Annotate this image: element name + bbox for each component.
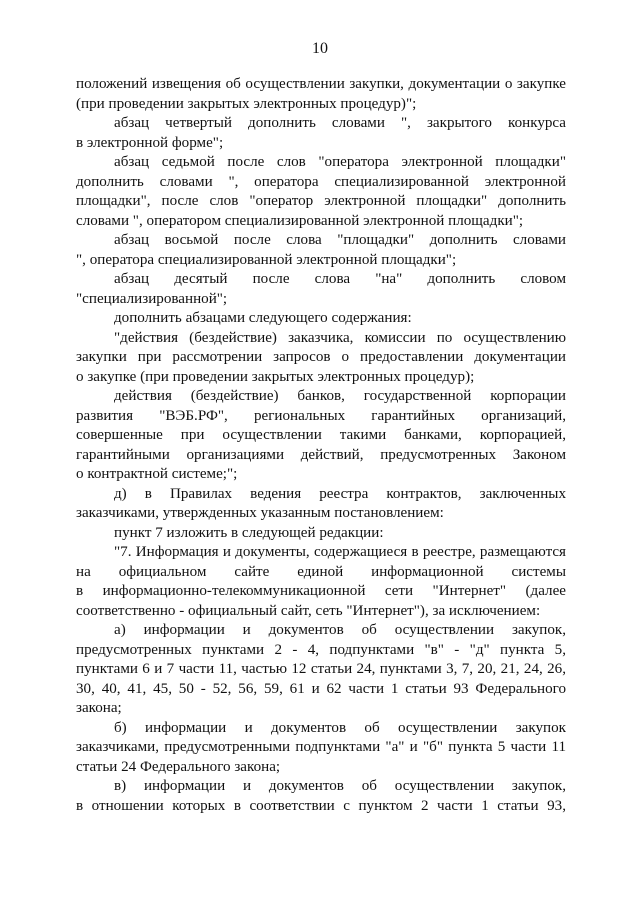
paragraph-12 [76,621,566,719]
text-line: словами ", оператором специализированной электронной площадки"; [76,212,524,229]
text-line: пунктами 6 и 7 части 11, частью 12 статьи 24, пунктами 3, 7, 20, 21, 24, 26, [76,661,566,677]
text-line: (при проведении закрытых электронных процедур)"; [76,95,417,112]
text-line: о закупке (при проведении закрытых электронных процедур); [76,368,475,385]
paragraph-11 [76,543,566,621]
text-line: б) информации и документов об осуществлении закупок [114,719,566,736]
text-line: абзац восьмой после слова "площадки" дополнить словами [114,232,566,248]
text-line: в) информации и документов об осуществлении закупок, [114,778,566,794]
text-line: совершенные при осуществлении такими банками, корпорацией, [76,427,566,443]
paragraph-1 [76,75,566,114]
text-line: в отношении которых в соответствии с пунктом 2 части 1 статьи 93, [76,797,566,814]
text-line: дополнить абзацами следующего содержания: [114,310,412,326]
text-line: заказчиками, утвержденных указанным постановлением: [76,505,444,521]
paragraph-2 [76,114,566,153]
text-line: соответственно - официальный сайт, сеть "Интернет"), за исключением: [76,602,541,619]
paragraph-7 [76,329,566,388]
page-number: 10 [312,40,328,57]
text-line: д) в Правилах ведения реестра контрактов, заключенных [114,485,566,502]
text-line: абзац седьмой после слов "оператора электронной площадки" [114,154,566,170]
text-line: ", оператора специализированной электронной площадки"; [76,251,457,268]
paragraph-13 [76,719,566,778]
text-line: "действия (бездействие) заказчика, комиссии по осуществлению [114,329,566,346]
text-line: абзац четвертый дополнить словами ", закрытого конкурса [114,115,566,131]
text-line: положений извещения об осуществлении закупки, документации о закупке [76,76,566,92]
text-line: о контрактной системе;"; [76,466,238,482]
text-line: абзац десятый после слова "на" дополнить словом [114,271,566,287]
paragraph-9 [76,485,566,524]
text-line: пункт 7 изложить в следующей редакции: [114,524,384,541]
paragraph-5 [76,270,566,309]
text-line: "специализированной"; [76,290,228,307]
text-line: развития "ВЭБ.РФ", региональных гарантийных организаций, [76,407,566,424]
paragraph-6 [76,309,566,329]
text-line: заказчиками, предусмотренными подпунктами "а" и "б" пункта 5 части 11 [76,739,566,755]
text-line: в информационно-телекоммуникационной сети "Интернет" (далее [76,583,566,599]
text-line: на официальном сайте единой информационной системы [76,563,566,580]
paragraph-10 [76,524,566,544]
text-line: дополнить словами ", оператора специализированной электронной [76,173,566,190]
text-line: а) информации и документов об осуществлении закупок, [114,622,566,638]
text-line: действия (бездействие) банков, государственной корпорации [114,388,566,404]
text-line: 30, 40, 41, 45, 50 - 52, 56, 59, 61 и 62 части 1 статьи 93 Федерального [76,680,566,697]
text-line: закона; [76,700,122,716]
paragraph-8 [76,387,566,485]
text-line: площадки", после слов "оператор электронной площадки" дополнить [76,193,566,209]
text-line: статьи 24 Федерального закона; [76,758,281,775]
text-line: в электронной форме"; [76,134,224,151]
text-line: закупки при рассмотрении запросов о предоставлении документации [76,349,566,365]
document-body [76,75,566,816]
text-line: гарантийными организациями действий, предусмотренных Законом [76,446,566,463]
text-line: предусмотренных пунктами 2 - 4, подпунктами "в" - "д" пункта 5, [76,641,566,658]
paragraph-14 [76,777,566,816]
paragraph-3 [76,153,566,231]
paragraph-4 [76,231,566,270]
text-line: "7. Информация и документы, содержащиеся в реестре, размещаются [114,544,566,560]
